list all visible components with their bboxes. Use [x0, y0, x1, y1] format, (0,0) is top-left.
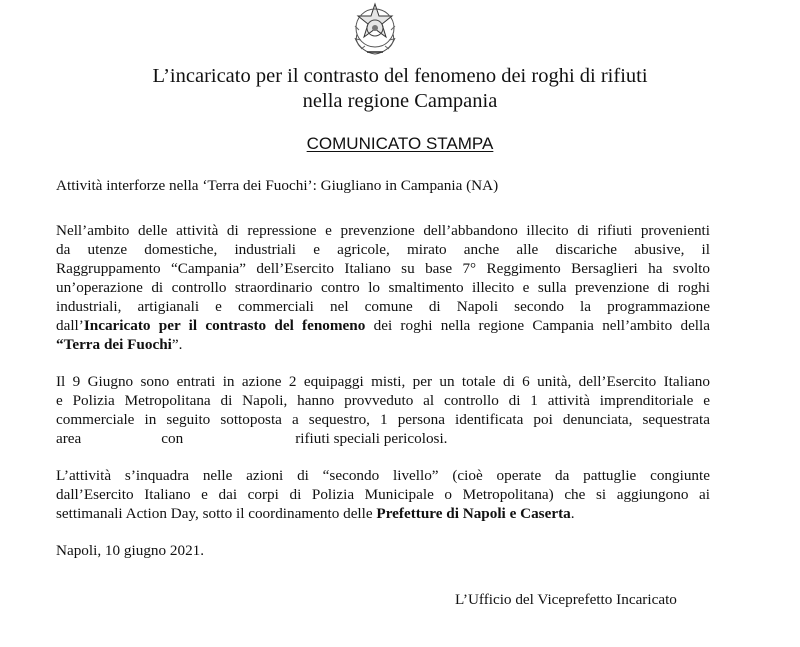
para1-line6-c: dei roghi nella regione Campania nell’ambito della — [365, 317, 710, 334]
para2-area: area — [56, 430, 82, 447]
para1-line7 — [56, 335, 710, 354]
incaricato-bold: Incaricato per il contrasto del fenomeno — [83, 317, 366, 334]
prefetture-bold: Prefetture di Napoli e Caserta — [376, 505, 571, 522]
para1-line5: industriali, artigianali e commerciali nel comune di Napoli secondo la programmazione — [56, 298, 710, 315]
para2-rifiuti: rifiuti speciali pericolosi. — [295, 430, 448, 447]
para2-line3: commerciale in seguito sottoposta a sequestro, 1 persona identificata poi denunciata, sequestrata — [56, 411, 710, 428]
para2-line1: Il 9 Giugno sono entrati in azione 2 equipaggi misti, per un totale di 6 unità, dell’Esercito Italiano — [56, 373, 710, 390]
para1-line3: Raggruppamento “Campania” dell’Esercito Italiano su base 7° Reggimento Bersaglieri ha svolto — [56, 260, 710, 277]
para3-line1: L’attività s’inquadra nelle azioni di “secondo livello” (cioè operate da pattuglie congiunte — [56, 467, 710, 484]
subject-line: Attività interforze nella ‘Terra dei Fuochi’: Giugliano in Campania (NA) — [56, 177, 499, 194]
signature: L’Ufficio del Viceprefetto Incaricato — [455, 591, 677, 608]
press-release-title — [0, 134, 800, 154]
terra-dei-fuochi-bold: “Terra dei Fuochi — [56, 336, 172, 353]
para2-line2: e Polizia Metropolitana di Napoli, hanno provveduto al controllo di 1 attività imprenditoriale e — [56, 392, 710, 409]
para3-line3-end: . — [570, 505, 575, 522]
para1-line7-end: ”. — [171, 336, 183, 353]
para2-line4 — [56, 429, 710, 448]
header-line-2: nella regione Campania — [302, 90, 498, 112]
date-line: Napoli, 10 giugno 2021. — [56, 542, 205, 559]
header-line-1: L’incaricato per il contrasto del fenomeno dei roghi di rifiuti — [152, 65, 648, 87]
para3-line2: dall’Esercito Italiano e dai corpi di Polizia Municipale o Metropolitana) che si aggiungono ai — [56, 486, 710, 503]
para1-line2: da utenze domestiche, industriali e agricole, mirato anche alle discariche abusive, il — [56, 241, 710, 258]
para3-line3-a: settimanali Action Day, sotto il coordinamento delle — [56, 505, 377, 522]
para2-con: con — [161, 430, 184, 447]
para3-line3 — [56, 504, 710, 523]
para1-line6 — [56, 316, 710, 335]
para1-line6-a: dall’ — [56, 317, 84, 334]
para1-line1: Nell’ambito delle attività di repressione e prevenzione dell’abbandono illecito di rifiuti provenienti — [56, 222, 710, 239]
title-text: COMUNICATO STAMPA — [306, 134, 494, 153]
italian-republic-emblem-icon — [349, 0, 401, 58]
para1-line4: un’operazione di controllo straordinario contro lo smaltimento illecito e sulla prevenzione di roghi — [56, 279, 710, 296]
